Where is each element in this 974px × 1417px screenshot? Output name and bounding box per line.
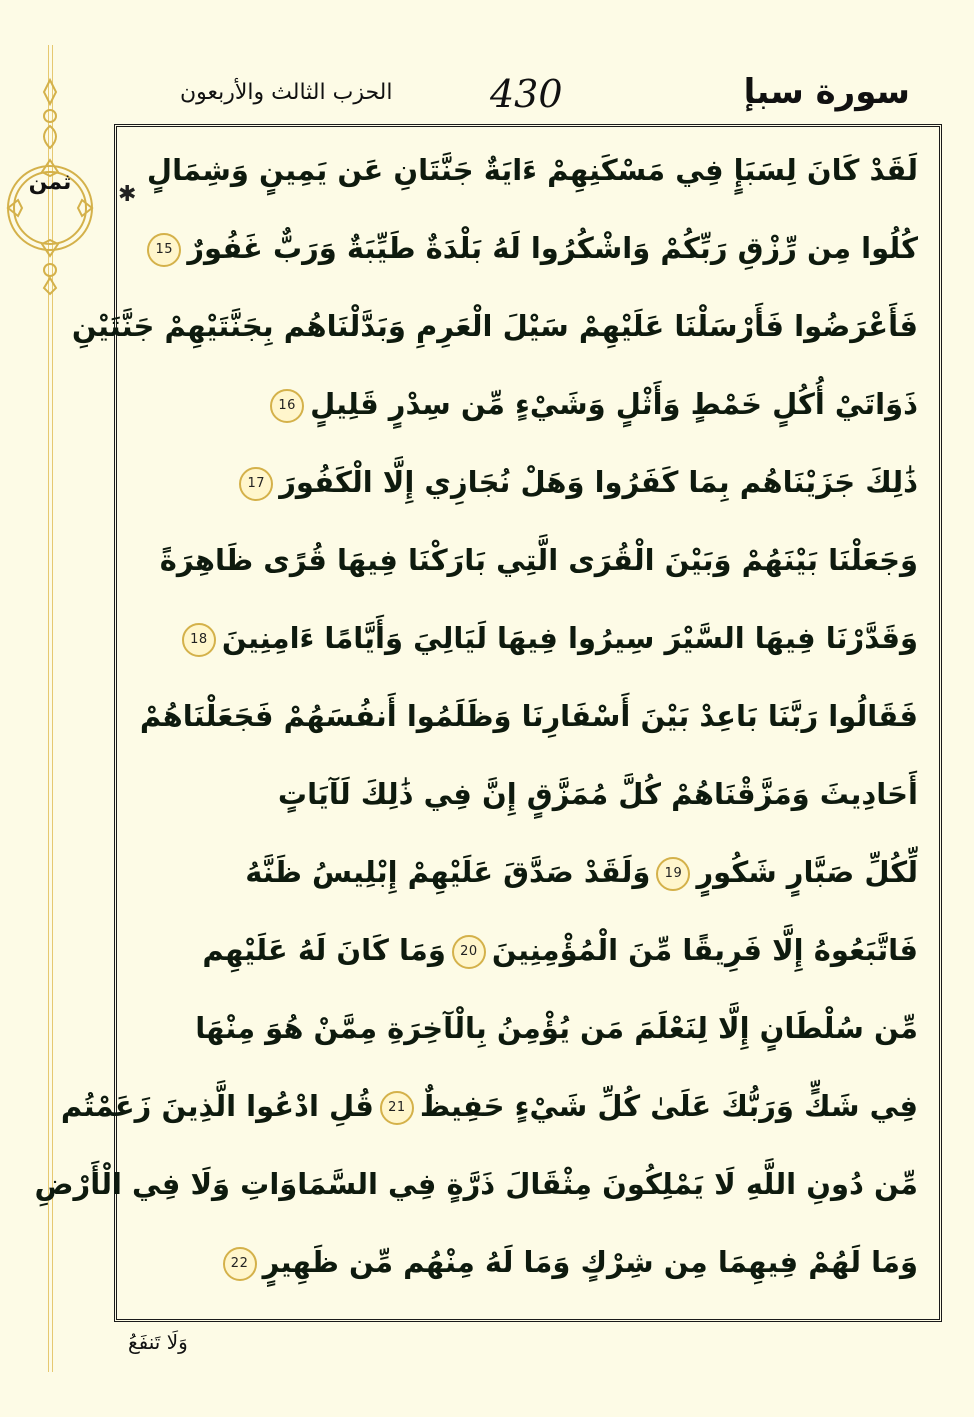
page-number: 430 <box>490 72 563 116</box>
line-text: فَاتَّبَعُوهُ إِلَّا فَرِيقًا مِّنَ الْمُؤْمِنِينَ <box>491 933 918 967</box>
text-line <box>128 1226 918 1298</box>
surah-title: سورة سبإ <box>743 72 910 112</box>
text-line <box>128 914 918 986</box>
ayah-marker: 17 <box>239 467 273 501</box>
section-star-icon: ✱ <box>118 182 137 207</box>
ayah-marker: 16 <box>270 389 304 423</box>
text-line <box>60 1070 918 1142</box>
line-text: وَجَعَلْنَا بَيْنَهُمْ وَبَيْنَ الْقُرَى الَّتِي بَارَكْنَا فِيهَا قُرًى ظَاهِرَةً <box>159 543 918 577</box>
catchword: وَلَا تَنفَعُ <box>128 1330 188 1354</box>
ayah-marker: 20 <box>452 935 486 969</box>
text-line <box>71 290 918 362</box>
text-line <box>34 1148 918 1220</box>
text-line <box>128 524 918 596</box>
line-text: وَقَدَّرْنَا فِيهَا السَّيْرَ سِيرُوا فِيهَا لَيَالِيَ وَأَيَّامًا ءَامِنِينَ <box>221 621 918 655</box>
text-line <box>128 212 918 284</box>
line-text: فَأَعْرَضُوا فَأَرْسَلْنَا عَلَيْهِمْ سَيْلَ الْعَرِمِ وَبَدَّلْنَاهُم بِجَنَّتَيْهِمْ جَنَّتَيْنِ <box>71 309 918 343</box>
line-text: كُلُوا مِن رِّزْقِ رَبِّكُمْ وَاشْكُرُوا لَهُ بَلْدَةٌ طَيِّبَةٌ وَرَبٌّ غَفُورٌ <box>187 231 918 265</box>
line-text: ذَوَاتَيْ أُكُلٍ خَمْطٍ وَأَثْلٍ وَشَيْءٍ مِّن سِدْرٍ قَلِيلٍ <box>310 387 918 421</box>
line-text: فَقَالُوا رَبَّنَا بَاعِدْ بَيْنَ أَسْفَارِنَا وَظَلَمُوا أَنفُسَهُمْ فَجَعَلْنَاهُمْ <box>139 699 918 733</box>
ayah-marker: 15 <box>147 233 181 267</box>
line-continuation: قُلِ ادْعُوا الَّذِينَ زَعَمْتُم <box>60 1089 374 1123</box>
text-line <box>128 446 918 518</box>
text-line <box>128 602 918 674</box>
line-text: فِي شَكٍّ وَرَبُّكَ عَلَىٰ كُلِّ شَيْءٍ حَفِيظٌ <box>419 1089 918 1123</box>
ayah-marker: 18 <box>182 623 216 657</box>
text-line <box>128 134 918 206</box>
hizb-title: الحزب الثالث والأربعون <box>180 80 393 105</box>
text-line <box>128 836 918 908</box>
text-line <box>128 680 918 752</box>
line-text: لِّكُلِّ صَبَّارٍ شَكُورٍ <box>696 855 918 889</box>
ayah-marker: 21 <box>380 1091 414 1125</box>
text-line <box>128 992 918 1064</box>
line-text: وَمَا لَهُمْ فِيهِمَا مِن شِرْكٍ وَمَا لَهُ مِنْهُم مِّن ظَهِيرٍ <box>262 1245 918 1279</box>
text-line <box>128 368 918 440</box>
text-line <box>128 758 918 830</box>
page-header <box>150 72 920 120</box>
line-text: لَقَدْ كَانَ لِسَبَإٍ فِي مَسْكَنِهِمْ ءَايَةٌ جَنَّتَانِ عَن يَمِينٍ وَشِمَالٍ <box>146 153 918 187</box>
line-text: مِّن دُونِ اللَّهِ لَا يَمْلِكُونَ مِثْقَالَ ذَرَّةٍ فِي السَّمَاوَاتِ وَلَا فِي الْأَرْضِ <box>34 1167 918 1201</box>
line-continuation: وَلَقَدْ صَدَّقَ عَلَيْهِمْ إِبْلِيسُ ظَنَّهُ <box>245 855 651 889</box>
line-continuation: وَمَا كَانَ لَهُ عَلَيْهِم <box>202 933 446 967</box>
line-text: مِّن سُلْطَانٍ إِلَّا لِنَعْلَمَ مَن يُؤْمِنُ بِالْآخِرَةِ مِمَّنْ هُوَ مِنْهَا <box>195 1011 918 1045</box>
ayah-marker: 22 <box>223 1247 257 1281</box>
ayah-marker: 19 <box>656 857 690 891</box>
quarter-label: ثمن <box>28 170 72 195</box>
line-text: ذَٰلِكَ جَزَيْنَاهُم بِمَا كَفَرُوا وَهَلْ نُجَازِي إِلَّا الْكَفُورَ <box>279 465 918 499</box>
line-text: أَحَادِيثَ وَمَزَّقْنَاهُمْ كُلَّ مُمَزَّقٍ إِنَّ فِي ذَٰلِكَ لَآيَاتٍ <box>277 777 918 811</box>
